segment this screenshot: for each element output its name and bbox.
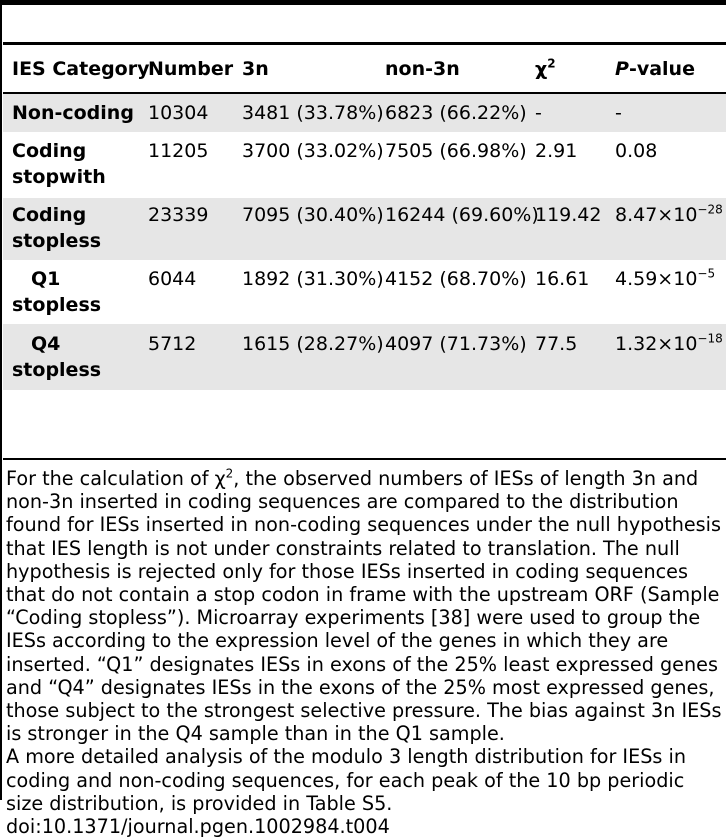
row-chi-square: -	[535, 102, 542, 124]
row-p-value: $4.59\times 10^{-5}$	[615, 266, 716, 290]
row-subcategory: stopless	[12, 294, 102, 316]
footnote-paragraph: A more detailed analysis of the modulo 3 length distribution for IESs in coding and non-coding sequences, for each peak of the 10 bp periodic size distribution, is provided in Table S5.	[6, 745, 686, 815]
row-p-value: $8.47\times 10^{-28}$	[615, 202, 723, 226]
row-number: 23339	[148, 204, 209, 226]
header-3n: 3n	[242, 58, 269, 80]
row-non-3n: 16244 (69.60%)	[385, 204, 539, 226]
header-p-value: P-value	[615, 58, 695, 80]
row-p-value: $1.32\times 10^{-18}$	[615, 331, 723, 355]
header-number: Number	[148, 58, 234, 80]
row-non-3n: 7505 (66.98%)	[385, 140, 527, 162]
row-p-value: 0.08	[615, 140, 658, 162]
table-footnotes	[6, 467, 724, 838]
row-category: Coding	[12, 140, 87, 162]
row-subcategory: stopless	[12, 230, 102, 252]
row-number: 6044	[148, 268, 197, 290]
row-number: 10304	[148, 102, 209, 124]
table-row	[3, 260, 726, 324]
row-3n: 3481 (33.78%)	[242, 102, 384, 124]
row-3n: 3700 (33.02%)	[242, 140, 384, 162]
header-category: IES Category	[12, 58, 150, 80]
table-row	[3, 132, 726, 198]
row-category: Coding	[12, 204, 87, 226]
table-bottom-rule	[3, 458, 726, 460]
row-number: 11205	[148, 140, 209, 162]
row-chi-square: 119.42	[535, 204, 602, 226]
left-rule	[0, 0, 2, 800]
footnote-paragraph: For the calculation of $\chi^2$, the observed numbers of IESs of length 3n and non-3n inserted in coding sequences are compared to the distribution found for IESs inserted in non-coding sequences under the null hypothesis that IES length is not under constraints related to translation. The null hypothesis is rejected only for those IESs inserted in coding sequences that do not contain a stop codon in frame with the upstream ORF (Sample “Coding stopless”). Microarray experiments [38] were used to group the IESs according to the expression level of the genes in which they are inserted. “Q1” designates IESs in exons of the 25% least expressed genes and “Q4” designates IESs in the exons of the 25% most expressed genes, those subject to the strongest selective pressure. The bias against 3n IESs is stronger in the Q4 sample than in the Q1 sample.	[6, 466, 722, 746]
row-p-value: -	[615, 102, 622, 124]
row-3n: 7095 (30.40%)	[242, 204, 384, 226]
row-subcategory: stopless	[12, 359, 102, 381]
row-category: Non-coding	[12, 102, 134, 124]
row-chi-square: 16.61	[535, 268, 590, 290]
row-non-3n: 6823 (66.22%)	[385, 102, 527, 124]
doi-link[interactable]: doi:10.1371/journal.pgen.1002984.t004	[6, 815, 390, 838]
table-row	[3, 324, 726, 390]
row-non-3n: 4152 (68.70%)	[385, 268, 527, 290]
row-non-3n: 4097 (71.73%)	[385, 333, 527, 355]
row-number: 5712	[148, 333, 197, 355]
row-3n: 1615 (28.27%)	[242, 333, 384, 355]
table-row	[3, 94, 726, 132]
row-category: Q4	[31, 333, 61, 355]
top-rule	[0, 0, 726, 5]
table-row	[3, 198, 726, 260]
row-3n: 1892 (31.30%)	[242, 268, 384, 290]
header-non-3n: non-3n	[385, 58, 460, 80]
row-category: Q1	[31, 268, 61, 290]
header-row	[3, 45, 726, 92]
row-subcategory: stopwith	[12, 166, 106, 188]
row-chi-square: 77.5	[535, 333, 578, 355]
row-chi-square: 2.91	[535, 140, 578, 162]
header-chi-square: $\chi^2$	[535, 56, 556, 80]
